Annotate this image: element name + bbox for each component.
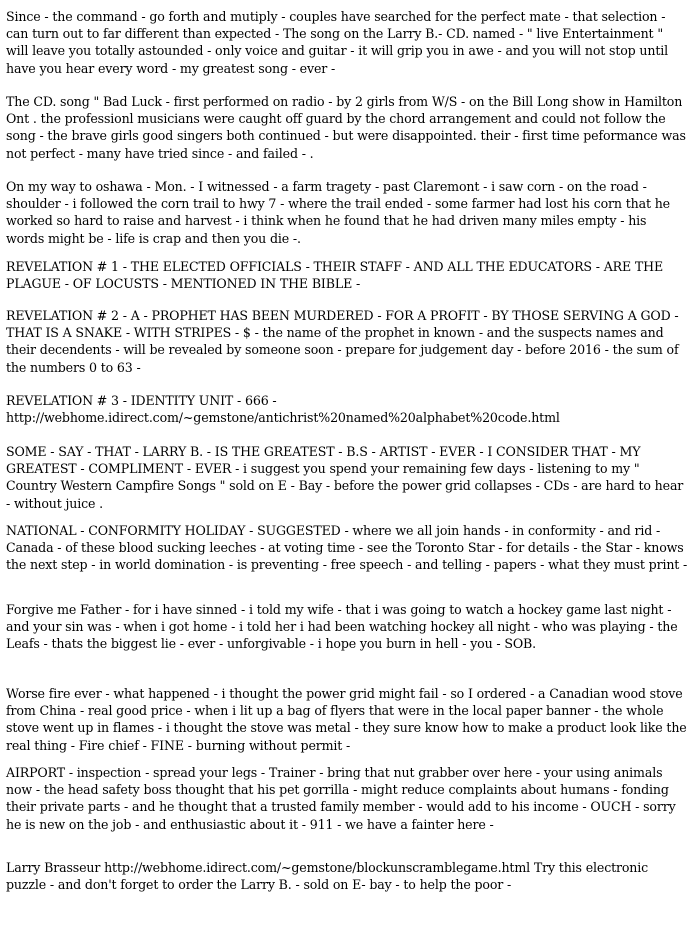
paragraph-bad-luck: The CD. song " Bad Luck - first performed on radio - by 2 girls from W/S - on the Bill Long show in Hamilton Ont . the professionl musicians were caught off guard by the chord arrangement and could not follow the song - the brave girls good singers both continued - but were disappointed. their - first time peformance was not perfect - many have tried since - and failed - . xyxy=(6,94,686,161)
antichrist-url-text: http://webhome.idirect.com/~gemstone/antichrist%20named%20alphabet%20code.html xyxy=(6,410,560,426)
paragraph-farm-tragedy: On my way to oshawa - Mon. - I witnessed - a farm tragety - past Claremont - i saw corn - on the road - shoulder - i followed the corn trail to hwy 7 - where the trail ended - some farmer had lost his corn that he worked so hard to raise and harvest - i think when he found that he had driven many miles empty - his words might be - life is crap and then you die -. xyxy=(6,179,670,246)
paragraph-forgive-me-father: Forgive me Father - for i have sinned - i told my wife - that i was going to watch a hockey game last night - and your sin was - when i got home - i told her i had been watching hockey all night - who was playing - the Leafs - thats the biggest lie - ever - unforgivable - i hope you burn in hell - you - SOB. xyxy=(6,602,678,652)
paragraph-conformity-holiday: NATIONAL - CONFORMITY HOLIDAY - SUGGESTED - where we all join hands - in conformity - and rid - Canada - of these blood sucking leeches - at voting time - see the Toronto Star - for details - the Star - knows the next step - in world domination - is preventing - free speech - and telling - papers - what they must print - xyxy=(6,523,688,573)
paragraph-live-entertainment: Since - the command - go forth and mutiply - couples have searched for the perfect mate - that selection - can turn out to far different than expected - The song on the Larry B.- CD. named - " live Entertainment " will leave you totally astounded - only voice and guitar - it will grip you in awe - and you will not stop until have you hear every word - my greatest song - ever - xyxy=(6,9,669,76)
paragraph-airport-inspection: AIRPORT - inspection - spread your legs - Trainer - bring that nut grabber over here - your using animals now - the head safety boss thought that his pet gorrilla - might reduce complaints about humans - fonding their private parts - and he thought that a trusted family member - would add to his income - OUCH - sorry he is new on the job - and enthusiastic about it - 911 - we have a fainter here - xyxy=(6,765,676,832)
paragraph-wood-stove-fire: Worse fire ever - what happened - i thought the power grid might fail - so I ordered - a Canadian wood stove from China - real good price - when i lit up a bag of flyers that were in the local paper banner - the whole stove went up in flames - i thought the stove was metal - they sure know how to make a product look like the real thing - Fire chief - FINE - burning without permit - xyxy=(6,686,687,753)
paragraph-revelation-1: REVELATION # 1 - THE ELECTED OFFICIALS - THEIR STAFF - AND ALL THE EDUCATORS - ARE THE PLAGUE - OF LOCUSTS - MENTIONED IN THE BIBLE - xyxy=(6,259,663,292)
paragraph-revelation-3 xyxy=(6,392,688,426)
paragraph-greatest-artist: SOME - SAY - THAT - LARRY B. - IS THE GREATEST - B.S - ARTIST - EVER - I CONSIDER THAT - MY GREATEST - COMPLIMENT - EVER - i suggest you spend your remaining few days - listening to my " Country Western Campfire Songs " sold on E - Bay - before the power grid collapses - CDs - are hard to hear - without juice . xyxy=(6,444,684,511)
revelation-3-heading: REVELATION # 3 - IDENTITY UNIT - 666 - xyxy=(6,393,277,408)
paragraph-larry-brasseur: Larry Brasseur http://webhome.idirect.com/~gemstone/blockunscramblegame.html Try this electronic puzzle - and don't forget to order the Larry B. - sold on E- bay - to help the poor - xyxy=(6,860,649,893)
paragraph-revelation-2: REVELATION # 2 - A - PROPHET HAS BEEN MURDERED - FOR A PROFIT - BY THOSE SERVING A GOD - THAT IS A SNAKE - WITH STRIPES - $ - the name of the prophet in known - and the suspects names and their decendents - will be revealed by someone soon - prepare for judgement day - before 2016 - the sum of the numbers 0 to 63 - xyxy=(6,308,679,375)
